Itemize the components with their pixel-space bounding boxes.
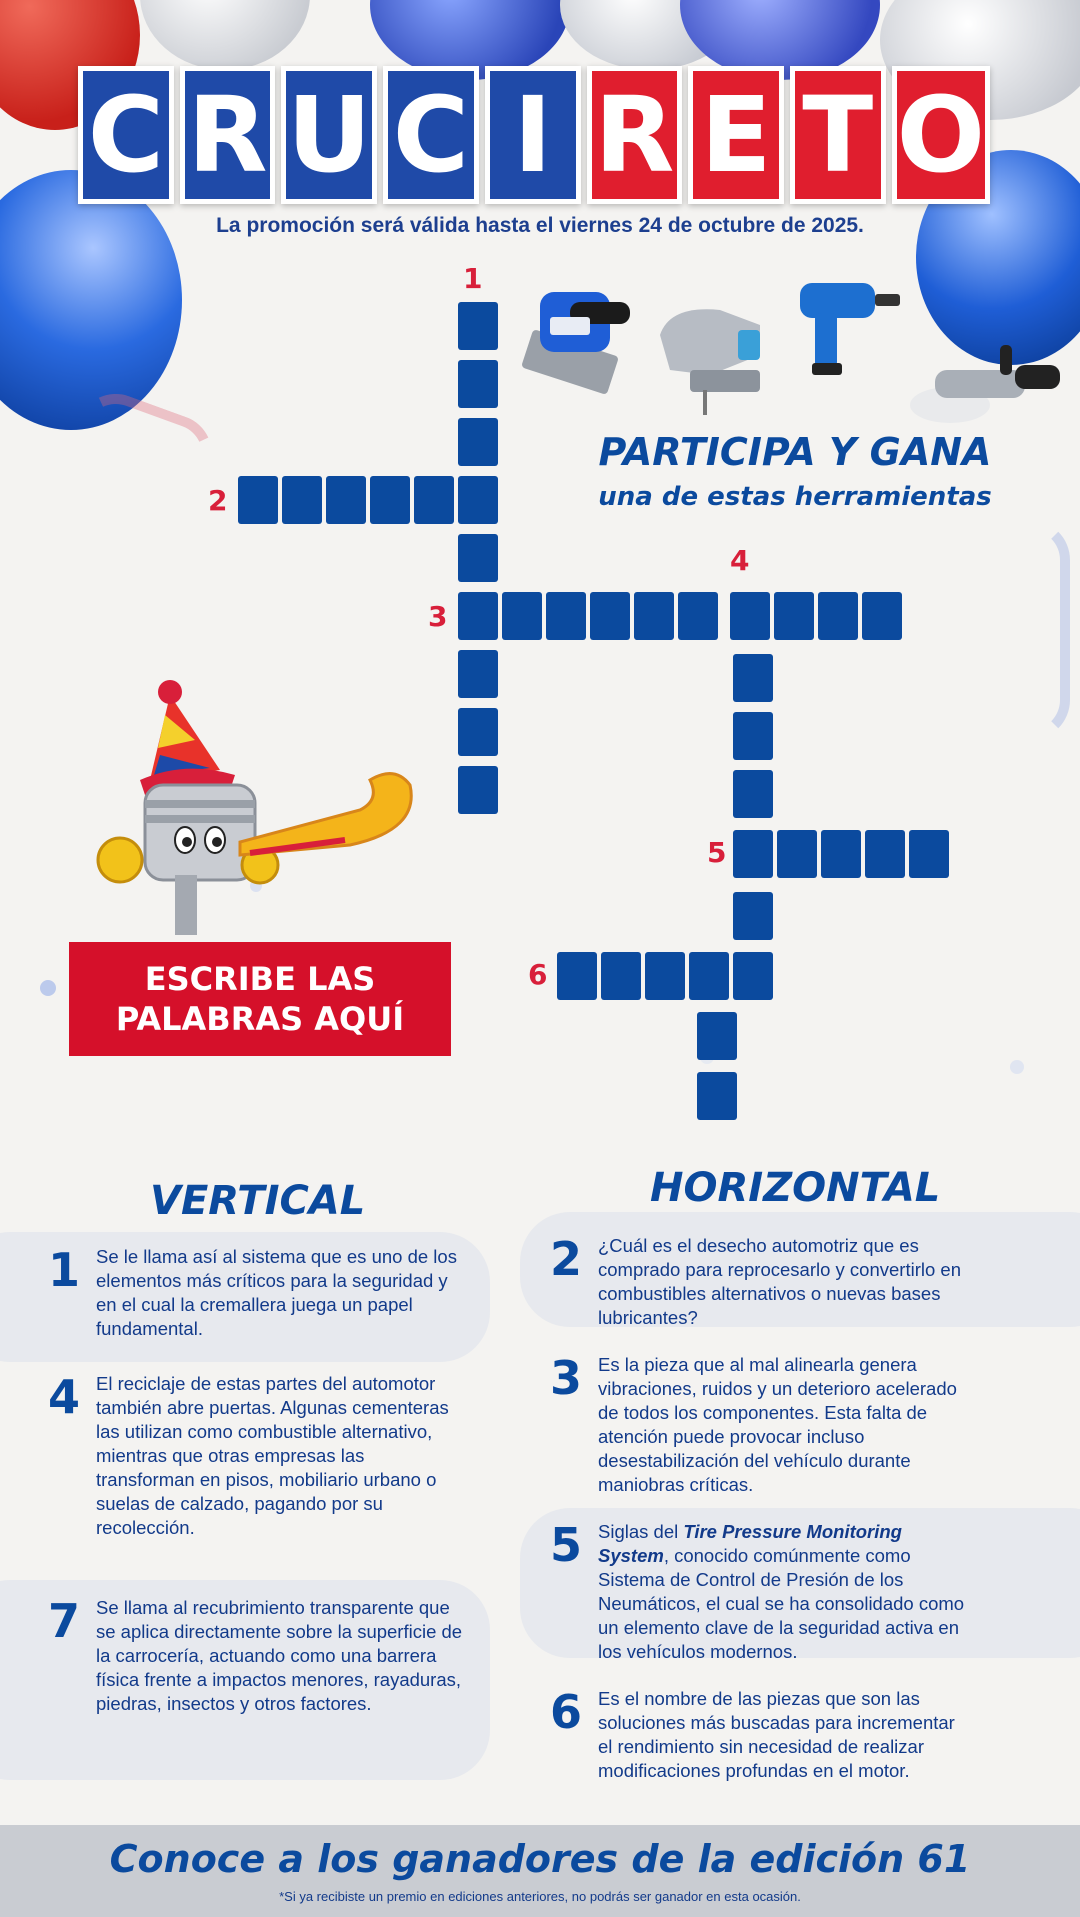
cta-line-2: PALABRAS AQUÍ [115, 1000, 405, 1038]
title-letter-tile: T [790, 66, 886, 204]
crossword-number-3: 3 [428, 600, 448, 633]
write-words-button[interactable] [69, 942, 451, 1056]
clue-text: Es el nombre de las piezas que son las soluciones más buscadas para incrementar el rendimiento sin necesidad de realizar modificaciones profundas en el motor. [598, 1688, 955, 1781]
crossword-cell[interactable] [414, 476, 454, 524]
title-letter-tile: C [383, 66, 479, 204]
clue-text: El reciclaje de estas partes del automotor también abre puertas. Algunas cementeras las utilizan como combustible alternativo, mientras que otras empresas las transforman en pisos, mobiliario urbano o suelas de calzado, pagando por su recolección. [96, 1373, 449, 1538]
crossword-cell[interactable] [634, 592, 674, 640]
clue-number: 3 [550, 1351, 583, 1405]
crossword-cell[interactable] [546, 592, 586, 640]
title-letter-tile: E [688, 66, 784, 204]
crossword-cell[interactable] [458, 360, 498, 408]
crossword-number-5: 5 [707, 836, 727, 869]
clue-text: Se llama al recubrimiento transparente que se aplica directamente sobre la superficie de la carrocería, actuando como una barrera física frente a impactos menores, rayaduras, piedras, insectos y otros factores. [96, 1597, 463, 1714]
sander-icon [515, 262, 645, 402]
crossword-cell[interactable] [821, 830, 861, 878]
streamer-decoration [930, 520, 1070, 740]
clue-number: 5 [550, 1518, 583, 1572]
crossword-cell[interactable] [458, 650, 498, 698]
crossword-cell[interactable] [777, 830, 817, 878]
crossword-cell[interactable] [865, 830, 905, 878]
crossword-cell[interactable] [733, 952, 773, 1000]
clue-number: 6 [550, 1685, 583, 1739]
silver-balloon-decoration [140, 0, 310, 70]
title-letter-tile: R [587, 66, 683, 204]
drill-icon [785, 268, 905, 378]
title-letter-tile: U [281, 66, 377, 204]
crossword-cell[interactable] [370, 476, 410, 524]
jigsaw-icon [650, 295, 780, 425]
crossword-cell[interactable] [733, 892, 773, 940]
horizontal-heading: HORIZONTAL [650, 1165, 941, 1211]
vertical-heading: VERTICAL [150, 1178, 366, 1224]
title-letter-tile: I [485, 66, 581, 204]
crossword-cell[interactable] [733, 830, 773, 878]
blue-balloon-left-decoration [0, 170, 182, 430]
title-letter-tile: O [892, 66, 990, 204]
crossword-cell[interactable] [697, 1072, 737, 1120]
crossword-cell[interactable] [458, 592, 498, 640]
crossword-number-2: 2 [208, 484, 228, 517]
validity-text: La promoción será válida hasta el viernes 24 de octubre de 2025. [216, 214, 864, 237]
clue-text-post: , conocido comúnmente como Sistema de Control de Presión de los Neumáticos, el cual se ha consolidado como un elemento clave de la seguridad activa en los vehículos modernos. [598, 1545, 965, 1662]
crossword-cell[interactable] [645, 952, 685, 1000]
crossword-cell[interactable] [601, 952, 641, 1000]
crossword-cell[interactable] [689, 952, 729, 1000]
crossword-cell[interactable] [733, 712, 773, 760]
crossword-cell[interactable] [557, 952, 597, 1000]
clue-number: 2 [550, 1232, 583, 1286]
clue-number: 4 [48, 1370, 81, 1424]
crossword-number-6: 6 [528, 958, 548, 991]
clue-number: 7 [48, 1594, 81, 1648]
cta-line-1: ESCRIBE LAS [144, 960, 376, 998]
clue-text: ¿Cuál es el desecho automotriz que es comprado para reprocesarlo y convertirlo en combustibles alternativos o nuevas bases lubricantes? [598, 1235, 961, 1328]
crossword-cell[interactable] [678, 592, 718, 640]
clue-text-emphasis: Tire Pressure Monitoring System [598, 1521, 902, 1566]
confetti-decoration [40, 980, 56, 996]
winners-link[interactable]: Conoce a los ganadores de la edición 61 [109, 1837, 971, 1881]
title-letter-tile: C [78, 66, 174, 204]
crossword-cell[interactable] [458, 476, 498, 524]
clue-text: Se le llama así al sistema que es uno de los elementos más críticos para la seguridad y en el cual la cremallera juega un papel fundamental. [96, 1246, 457, 1339]
angle-grinder-icon [905, 330, 1065, 430]
crossword-cell[interactable] [458, 302, 498, 350]
promo-headline: PARTICIPA Y GANA [598, 430, 992, 474]
promo-subheadline: una de estas herramientas [598, 482, 992, 512]
crossword-cell[interactable] [458, 418, 498, 466]
crossword-cell[interactable] [774, 592, 814, 640]
title-letter-tile: R [180, 66, 276, 204]
crossword-cell[interactable] [733, 770, 773, 818]
confetti-decoration [1010, 1060, 1024, 1074]
crossword-cell[interactable] [697, 1012, 737, 1060]
crossword-cell[interactable] [733, 654, 773, 702]
crossword-cell[interactable] [862, 592, 902, 640]
clue-text: Es la pieza que al mal alinearla genera vibraciones, ruidos y un deterioro acelerado de todos los componentes. Esta falta de atención puede provocar incluso desestabilización del vehículo durante maniobras críticas. [598, 1354, 957, 1495]
crossword-cell[interactable] [730, 592, 770, 640]
disclaimer-text: *Si ya recibiste un premio en ediciones anteriores, no podrás ser ganador en esta ocasión. [279, 1889, 801, 1904]
crossword-cell[interactable] [326, 476, 366, 524]
clue-text-pre: Siglas del [598, 1521, 684, 1542]
crossword-number-1: 1 [463, 262, 483, 295]
crossword-number-4: 4 [730, 544, 750, 577]
crucireto-title [78, 66, 990, 204]
crossword-cell[interactable] [282, 476, 322, 524]
crossword-cell[interactable] [502, 592, 542, 640]
footer-banner [0, 1825, 1080, 1917]
clue-text [598, 1520, 968, 1664]
crossword-cell[interactable] [458, 708, 498, 756]
crossword-cell[interactable] [238, 476, 278, 524]
crossword-cell[interactable] [909, 830, 949, 878]
clue-number: 1 [48, 1243, 81, 1297]
crossword-cell[interactable] [458, 766, 498, 814]
crossword-cell[interactable] [458, 534, 498, 582]
crossword-cell[interactable] [818, 592, 858, 640]
crossword-cell[interactable] [590, 592, 630, 640]
piston-mascot-icon [90, 670, 430, 940]
